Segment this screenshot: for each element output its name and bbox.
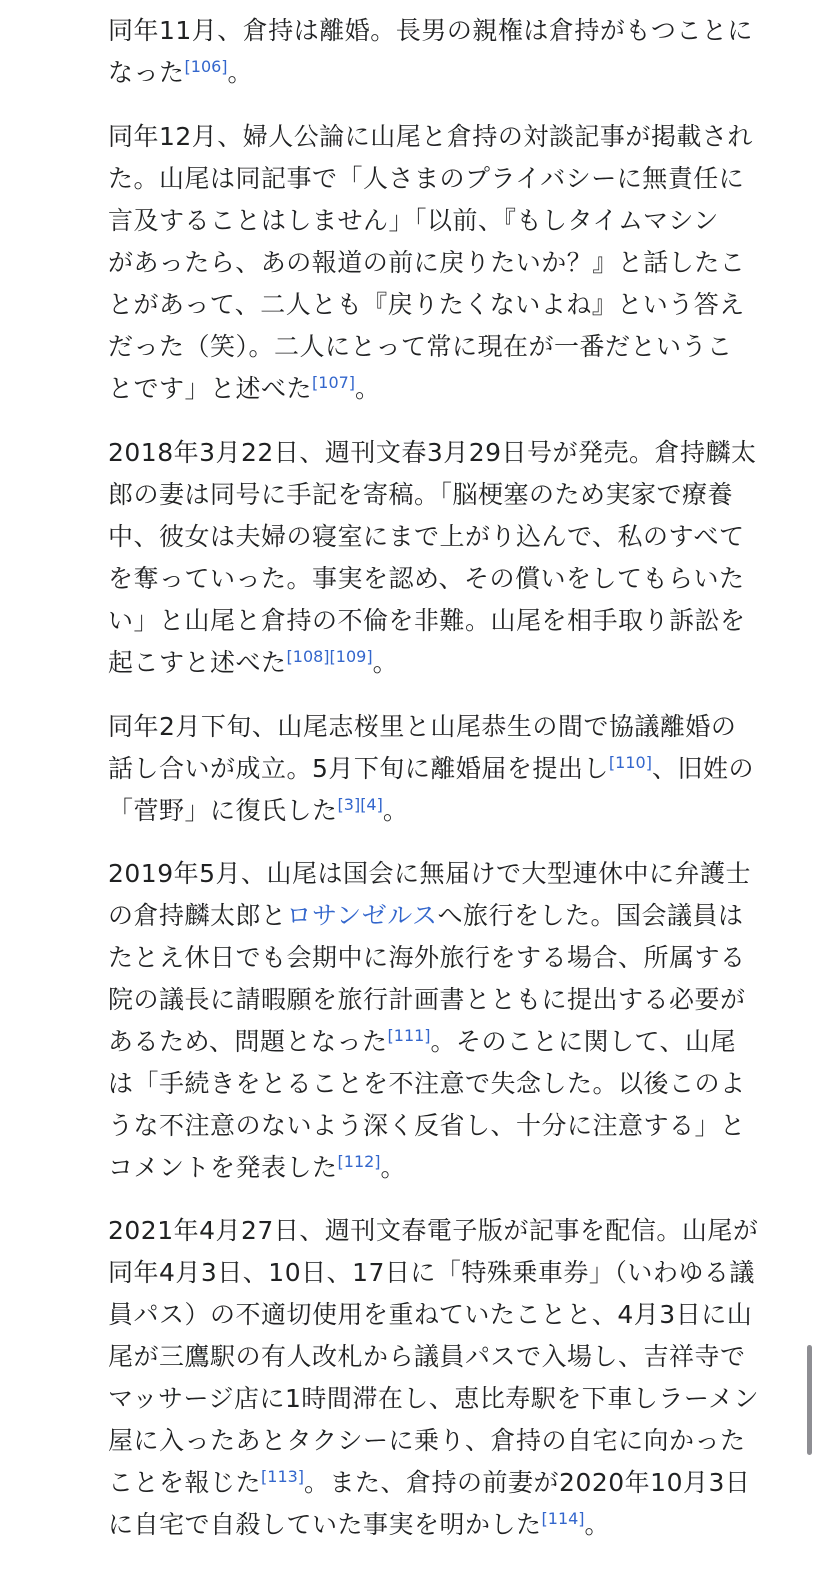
citation-ref-link[interactable]: [113] — [261, 1467, 305, 1486]
text-segment: 員パス）の不適切使用を重ねていたことと、4月3日に山 — [108, 1300, 753, 1329]
text-segment: なった — [108, 58, 185, 87]
text-line — [108, 158, 753, 200]
text-segment: へ旅行をした。国会議員は — [437, 901, 744, 930]
text-segment: 郎の妻は同号に手記を寄稿。「脳梗塞のため実家で療養 — [108, 480, 734, 509]
text-segment: た。山尾は同記事で「人さまのプライバシーに無責任に — [108, 164, 745, 193]
text-segment: ことを報じた — [108, 1468, 262, 1497]
text-line — [108, 748, 754, 790]
text-line — [108, 937, 751, 979]
text-line — [108, 1420, 759, 1462]
text-segment: 「菅野」に復氏した — [108, 796, 338, 825]
text-segment: 屋に入ったあとタクシーに乗り、倉持の自宅に向かった — [108, 1426, 746, 1455]
text-segment: あるため、問題となった — [108, 1027, 388, 1056]
text-line — [108, 642, 757, 684]
citation-ref-link[interactable]: [108] — [286, 647, 330, 666]
text-line — [108, 516, 757, 558]
text-line — [108, 1210, 759, 1252]
text-line — [108, 474, 757, 516]
text-segment: 同年2月下旬、山尾志桜里と山尾恭生の間で協議離婚の — [108, 712, 737, 741]
text-segment: 同年12月、婦人公論に山尾と倉持の対談記事が掲載され — [108, 122, 753, 151]
paragraph — [108, 432, 757, 684]
text-segment: たとえ休日でも会期中に海外旅行をする場合、所属する — [108, 943, 746, 972]
text-segment: とです」と述べた — [108, 374, 313, 403]
text-segment: 同年11月、倉持は離婚。長男の親権は倉持がもつことに — [108, 16, 753, 45]
text-line — [108, 600, 757, 642]
text-segment: 同年4月3日、10日、17日に「特殊乗車券」（いわゆる議 — [108, 1258, 755, 1287]
citation-ref-link[interactable]: [111] — [387, 1026, 431, 1045]
citation-ref-link[interactable]: [106] — [184, 57, 228, 76]
text-line — [108, 368, 753, 410]
text-line — [108, 1105, 751, 1147]
text-segment: 中、彼女は夫婦の寝室にまで上がり込んで、私のすべて — [108, 522, 745, 551]
text-line — [108, 979, 751, 1021]
text-segment: は「手続きをとることを不注意で失念した。以後このよ — [108, 1069, 746, 1098]
text-line — [108, 790, 754, 832]
text-segment: 院の議長に請暇願を旅行計画書とともに提出する必要が — [108, 985, 746, 1014]
text-line — [108, 1294, 759, 1336]
text-segment: 。 — [372, 648, 399, 677]
text-line — [108, 1462, 759, 1504]
text-segment: い」と山尾と倉持の不倫を非難。山尾を相手取り訴訟を — [108, 606, 746, 635]
text-segment: とがあって、二人とも『戻りたくないよね』という答え — [108, 290, 745, 319]
text-segment: 。 — [227, 58, 254, 87]
text-segment: 。そのことに関して、山尾 — [430, 1027, 737, 1056]
text-line — [108, 432, 757, 474]
citation-ref-link[interactable]: [4] — [360, 795, 383, 814]
text-segment: 。 — [584, 1510, 611, 1539]
paragraph — [108, 116, 753, 410]
citation-ref-link[interactable]: [3] — [337, 795, 361, 814]
text-segment: 。 — [355, 374, 381, 403]
scrollbar-thumb[interactable] — [807, 1345, 812, 1455]
text-line — [108, 116, 753, 158]
text-segment: 、旧姓の — [651, 754, 754, 783]
paragraph — [108, 10, 753, 94]
citation-ref-link[interactable]: [110] — [608, 753, 652, 772]
paragraph — [108, 853, 751, 1189]
text-segment: だった（笑）。二人にとって常に現在が一番だというこ — [108, 332, 733, 361]
text-segment: マッサージ店に1時間滞在し、恵比寿駅を下車しラーメン — [108, 1384, 760, 1413]
text-segment: 。 — [382, 796, 409, 825]
text-line — [108, 1378, 759, 1420]
text-line — [108, 1336, 759, 1378]
text-segment: を奪っていった。事実を認め、その償いをしてもらいた — [108, 564, 745, 593]
paragraph — [108, 1210, 759, 1546]
text-segment: コメントを発表した — [108, 1153, 338, 1182]
text-line — [108, 895, 751, 937]
text-line — [108, 326, 753, 368]
text-line — [108, 284, 753, 326]
text-line — [108, 1063, 751, 1105]
text-segment: 2021年4月27日、週刊文春電子版が記事を配信。山尾が — [108, 1216, 759, 1245]
text-line — [108, 200, 753, 242]
text-segment: 尾が三鷹駅の有人改札から議員パスで入場し、吉祥寺で — [108, 1342, 746, 1371]
citation-ref-link[interactable]: [114] — [541, 1509, 585, 1528]
text-line — [108, 1021, 751, 1063]
text-segment: 話し合いが成立。5月下旬に離婚届を提出し — [108, 754, 609, 783]
text-line — [108, 242, 753, 284]
text-segment: の倉持麟太郎と — [108, 901, 287, 930]
text-line — [108, 1147, 751, 1189]
text-segment: 。 — [380, 1153, 407, 1182]
text-line — [108, 1252, 759, 1294]
text-segment: 2018年3月22日、週刊文春3月29日号が発売。倉持麟太 — [108, 438, 757, 467]
paragraph — [108, 706, 754, 832]
citation-ref-link[interactable]: [109] — [329, 647, 373, 666]
citation-ref-link[interactable]: [112] — [337, 1152, 381, 1171]
citation-ref-link[interactable]: [107] — [312, 373, 356, 392]
text-segment: 2019年5月、山尾は国会に無届けで大型連休中に弁護士 — [108, 859, 752, 888]
text-line — [108, 1504, 759, 1546]
text-line — [108, 10, 753, 52]
text-segment: 。また、倉持の前妻が2020年10月3日 — [304, 1468, 751, 1497]
text-segment: うな不注意のないよう深く反省し、十分に注意する」と — [108, 1111, 746, 1140]
text-segment: に自宅で自殺していた事実を明かした — [108, 1510, 542, 1539]
text-line — [108, 853, 751, 895]
text-segment: 起こすと述べた — [108, 648, 287, 677]
text-line — [108, 706, 754, 748]
text-segment: 言及することはしません」「以前、『もしタイムマシン — [108, 206, 719, 235]
article-link[interactable]: ロサンゼルス — [286, 901, 438, 930]
text-segment: があったら、あの報道の前に戻りたいか？』と話したこ — [108, 248, 746, 277]
text-line — [108, 52, 753, 94]
text-line — [108, 558, 757, 600]
